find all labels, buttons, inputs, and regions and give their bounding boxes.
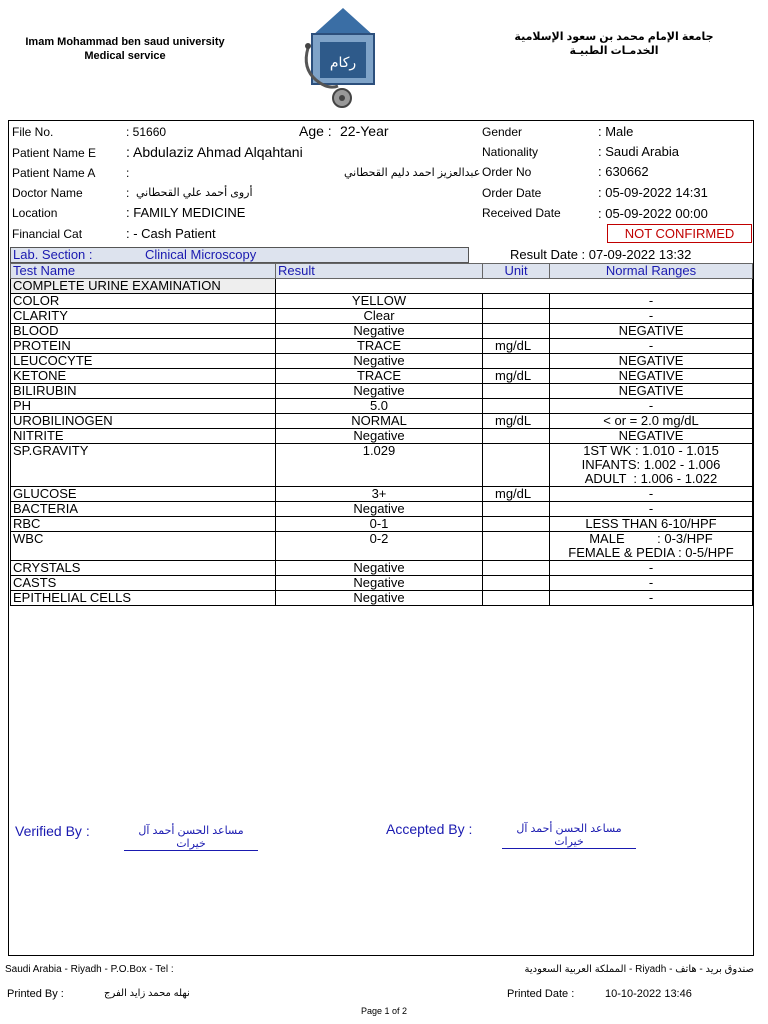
test-name-cell: EPITHELIAL CELLS [11,591,276,606]
result-cell: Negative [276,502,483,517]
org-name-en-line2: Medical service [84,50,166,62]
patient-name-a-label: Patient Name A [12,166,96,180]
logo-text: ركام [329,55,357,71]
nationality-label: Nationality [482,145,539,159]
org-name-en-line1: Imam Mohammad ben saud university [25,36,225,48]
financial-cat-value: : - Cash Patient [126,226,216,241]
header-test-name: Test Name [11,264,276,279]
test-name-cell: WBC [11,532,276,561]
verified-by-label: Verified By : [15,823,90,839]
unit-cell [483,517,550,532]
unit-cell [483,532,550,561]
test-name-cell: BACTERIA [11,502,276,517]
page-number: Page 1 of 2 [360,1006,408,1016]
table-row [11,294,753,309]
normal-range-cell: - [550,591,753,606]
location-value: : FAMILY MEDICINE [126,205,246,220]
age-value: 22-Year [340,123,389,139]
table-header-row [11,264,753,279]
table-row [11,502,753,517]
footer-address-ar: صندوق بريد - هاتف - Riyadh - المملكة العربية السعودية [524,964,754,975]
normal-range-cell: NEGATIVE [550,369,753,384]
result-cell: Negative [276,576,483,591]
table-row [11,576,753,591]
printed-date-value: 10-10-2022 13:46 [605,988,692,1000]
test-name-cell: CRYSTALS [11,561,276,576]
printed-by-value: نهله محمد زايد الفرج [104,988,190,999]
header-unit: Unit [483,264,550,279]
test-name-cell: GLUCOSE [11,487,276,502]
result-cell: Negative [276,561,483,576]
result-cell: Negative [276,429,483,444]
test-name-cell: UROBILINOGEN [11,414,276,429]
result-cell: 0-1 [276,517,483,532]
table-row [11,429,753,444]
order-no-value: : 630662 [598,164,649,179]
header-normal-ranges: Normal Ranges [550,264,753,279]
test-name-cell: PH [11,399,276,414]
normal-range-cell: - [550,561,753,576]
normal-range-cell: NEGATIVE [550,429,753,444]
normal-range-cell: - [550,339,753,354]
table-row [11,591,753,606]
normal-range-cell: - [550,294,753,309]
unit-cell [483,309,550,324]
order-date-value: : 05-09-2022 14:31 [598,185,708,200]
table-row [11,369,753,384]
group-row [11,279,753,294]
file-no-value: : 51660 [126,125,167,139]
patient-name-e-label: Patient Name E [12,146,97,160]
normal-range-cell: - [550,309,753,324]
normal-range-cell: < or = 2.0 mg/dL [550,414,753,429]
test-name-cell: BILIRUBIN [11,384,276,399]
table-row [11,309,753,324]
org-name-arabic [484,30,744,58]
test-name-cell: LEUCOCYTE [11,354,276,369]
group-title [11,279,276,294]
results-table [10,263,753,606]
age-label: Age : [299,123,332,139]
result-cell: TRACE [276,369,483,384]
normal-range-cell: - [550,487,753,502]
normal-range-cell: - [550,576,753,591]
order-date-label: Order Date [482,186,542,200]
result-cell: Negative [276,384,483,399]
unit-cell: mg/dL [483,414,550,429]
result-cell: 3+ [276,487,483,502]
group-title-text: COMPLETE URINE EXAMINATION [13,278,221,293]
result-date: Result Date : 07-09-2022 13:32 [510,247,692,262]
unit-cell [483,294,550,309]
test-name-cell: CLARITY [11,309,276,324]
org-name-ar-line1: جامعة الإمام محمد بن سعود الإسلامية [514,31,714,43]
unit-cell: mg/dL [483,369,550,384]
table-row [11,324,753,339]
unit-cell: mg/dL [483,339,550,354]
doctor-name-label: Doctor Name [12,186,83,200]
file-no-label: File No. [12,125,54,139]
org-name-ar-line2: الخدمـات الطبيـة [569,45,659,57]
normal-range-cell: 1ST WK : 1.010 - 1.015 INFANTS: 1.002 - 1.006 ADULT : 1.006 - 1.022 [550,444,753,487]
received-date-value: : 05-09-2022 00:00 [598,206,708,221]
table-row [11,354,753,369]
university-logo [298,6,388,110]
result-cell: 1.029 [276,444,483,487]
table-row [11,532,753,561]
test-name-cell: KETONE [11,369,276,384]
unit-cell [483,561,550,576]
normal-range-cell: LESS THAN 6-10/HPF [550,517,753,532]
lab-section-label: Lab. Section : [13,247,93,262]
result-cell: TRACE [276,339,483,354]
unit-cell [483,576,550,591]
patient-name-e-value: : Abdulaziz Ahmad Alqahtani [126,144,303,160]
normal-range-cell: NEGATIVE [550,384,753,399]
test-name-cell: SP.GRAVITY [11,444,276,487]
unit-cell [483,502,550,517]
result-cell: Negative [276,324,483,339]
test-name-cell: COLOR [11,294,276,309]
table-row [11,399,753,414]
printed-by-label: Printed By : [7,988,64,1000]
test-name-cell: RBC [11,517,276,532]
result-cell: NORMAL [276,414,483,429]
unit-cell [483,399,550,414]
unit-cell [483,591,550,606]
table-row [11,414,753,429]
unit-cell [483,354,550,369]
unit-cell [483,444,550,487]
nationality-value: : Saudi Arabia [598,144,679,159]
normal-range-cell: - [550,502,753,517]
status-badge: NOT CONFIRMED [607,224,752,243]
printed-date-label: Printed Date : [507,988,575,1000]
verified-by-signature: مساعد الحسن أحمد آل خيرات [124,824,258,851]
result-cell: Negative [276,354,483,369]
table-row [11,444,753,487]
financial-cat-label: Financial Cat [12,227,83,241]
received-date-label: Received Date [482,206,561,220]
order-no-label: Order No [482,165,532,179]
test-name-cell: CASTS [11,576,276,591]
table-row [11,561,753,576]
footer-address-en: Saudi Arabia - Riyadh - P.O.Box - Tel : [5,964,174,975]
result-cell: Clear [276,309,483,324]
patient-name-a-colon: : [126,166,130,180]
gender-label: Gender [482,125,523,139]
patient-name-a-value: عبدالعزيز احمد دليم القحطاني [344,167,481,179]
table-row [11,339,753,354]
result-cell: YELLOW [276,294,483,309]
normal-range-cell: MALE : 0-3/HPF FEMALE & PEDIA : 0-5/HPF [550,532,753,561]
header-result: Result [276,264,483,279]
unit-cell [483,384,550,399]
accepted-by-signature: مساعد الحسن أحمد آل خيرات [502,822,636,849]
org-name-english [10,35,240,63]
table-row [11,384,753,399]
result-cell: Negative [276,591,483,606]
lab-section-bar [10,247,469,263]
test-name-cell: NITRITE [11,429,276,444]
result-cell: 0-2 [276,532,483,561]
lab-section-value: Clinical Microscopy [145,247,257,262]
normal-range-cell: NEGATIVE [550,354,753,369]
normal-range-cell: NEGATIVE [550,324,753,339]
gender-value: : Male [598,124,634,139]
test-name-cell: PROTEIN [11,339,276,354]
unit-cell: mg/dL [483,487,550,502]
doctor-name-colon: : [126,186,130,200]
result-cell: 5.0 [276,399,483,414]
table-row [11,517,753,532]
accepted-by-label: Accepted By : [386,821,473,837]
unit-cell [483,324,550,339]
test-name-cell: BLOOD [11,324,276,339]
location-label: Location [12,206,58,220]
table-row [11,487,753,502]
normal-range-cell: - [550,399,753,414]
doctor-name-value: أروى أحمد علي القحطاني [136,187,253,199]
unit-cell [483,429,550,444]
